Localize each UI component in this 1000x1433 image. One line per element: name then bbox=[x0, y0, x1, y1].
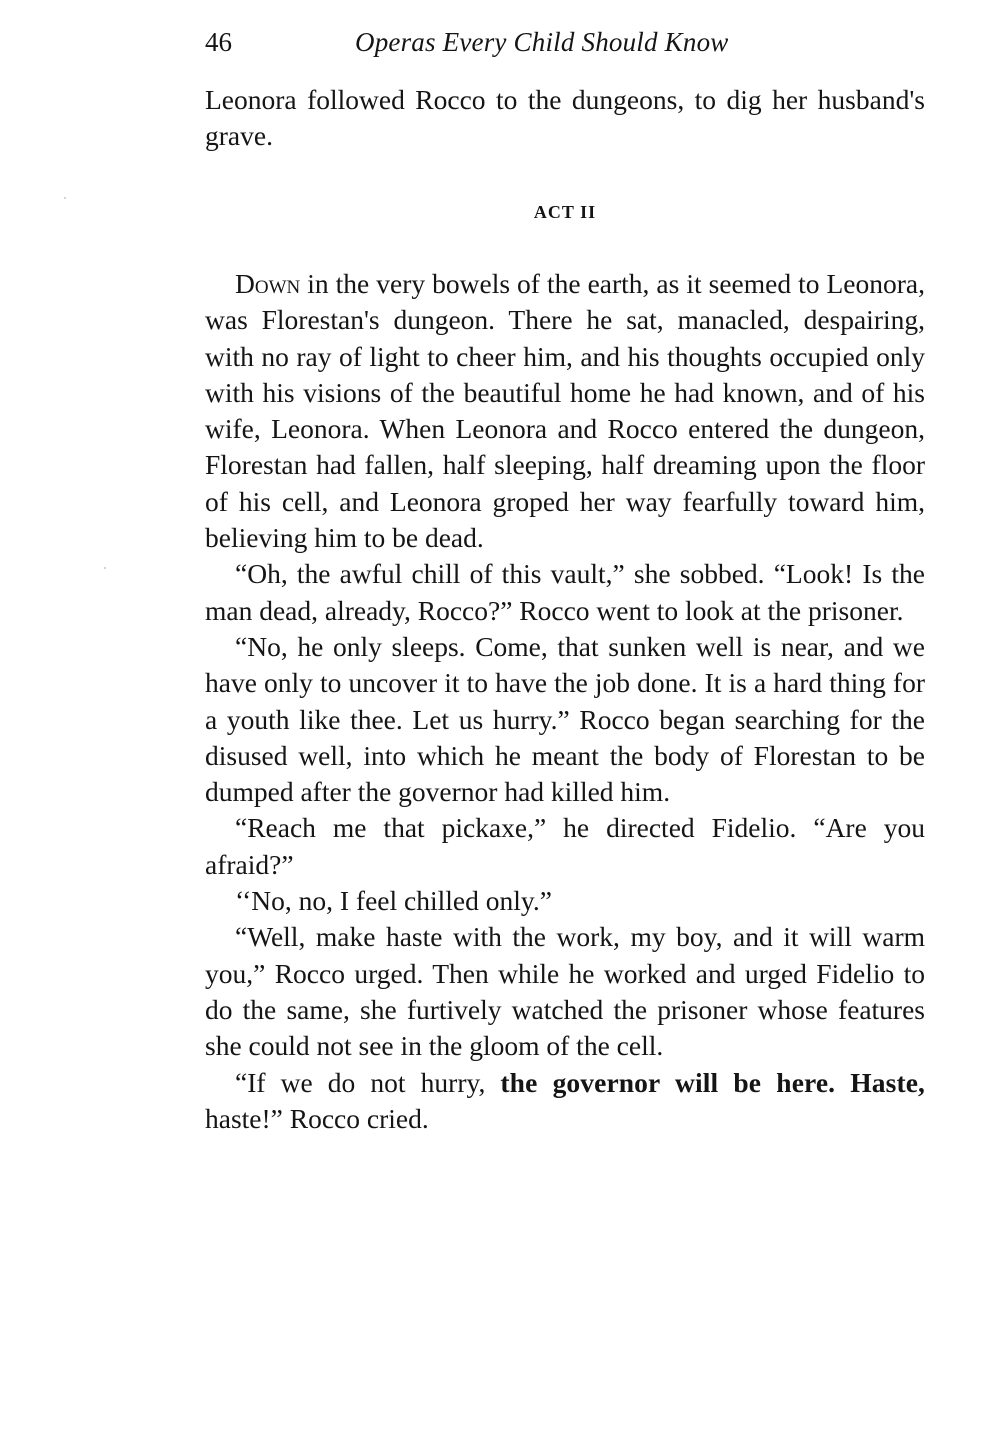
intro-paragraph: Leonora followed Rocco to the dungeons, to dig her husband's grave. bbox=[205, 84, 925, 152]
paragraph-5: ‘‘No, no, I feel chilled only.” bbox=[235, 885, 552, 917]
scan-speck bbox=[64, 197, 66, 199]
paragraph-lead-word: Down bbox=[235, 268, 301, 299]
page-number: 46 bbox=[205, 27, 232, 57]
paragraph-3: “No, he only sleeps. Come, that sunken well is near, and we have only to uncover it to have the job done. It is a hard thing for a youth like thee. Let us hurry.” Rocco began searching for the disused well, into which he meant the body of Florestan to be dumped after the governor had killed him. bbox=[205, 630, 925, 808]
paragraph-2: “Oh, the awful chill of this vault,” she sobbed. “Look! Is the man dead, already, Rocco?” Rocco went to look at the prisoner. bbox=[205, 558, 925, 626]
scan-speck bbox=[104, 567, 106, 569]
paragraph-7-text-a: “If we do not hurry, bbox=[235, 1066, 501, 1098]
body-text bbox=[205, 266, 925, 1137]
paragraph-7 bbox=[205, 1065, 925, 1138]
paragraph-4: “Reach me that pickaxe,” he directed Fidelio. “Are you afraid?” bbox=[205, 812, 925, 880]
paragraph-6: “Well, make haste with the work, my boy, and it will warm you,” Rocco urged. Then while he worked and urged Fidelio to do the same, she furtively watched the prisoner whose features she could not see in the gloom of the cell. bbox=[205, 921, 925, 1062]
paragraph-1-text: in the very bowels of the earth, as it seemed to Leonora, was Florestan's dungeon. There he sat, manacled, despairing, with no ray of light to cheer him, and his thoughts occupied only with his visions of the beautiful home he had known, and of his wife, Leonora. When Leonora and Rocco entered the dungeon, Florestan had fallen, half sleeping, half dreaming upon the floor of his cell, and Leonora groped her way fearfully toward him, believing him to be dead. bbox=[205, 268, 925, 554]
running-head bbox=[205, 22, 925, 62]
intro-paragraph-block bbox=[205, 82, 925, 155]
book-title: Operas Every Child Should Know bbox=[355, 27, 729, 57]
act-heading: ACT II bbox=[533, 202, 597, 222]
paragraph-7-text-b: the governor will be here. Haste, bbox=[500, 1066, 925, 1098]
paragraph-7-text-c: haste!” Rocco cried. bbox=[205, 1102, 429, 1134]
paragraph-1 bbox=[205, 266, 925, 556]
scan-speckles bbox=[64, 197, 68, 577]
